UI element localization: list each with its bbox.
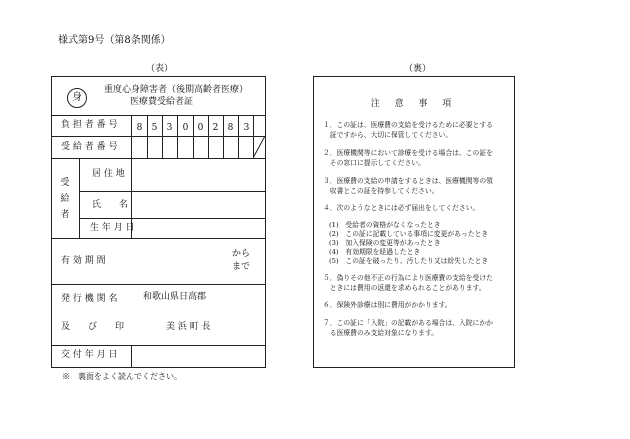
recipient-number-label: 受 給 者 番 号 <box>61 142 118 152</box>
card-title-line1: 重度心身障害者（後期高齢者医療） <box>104 85 249 95</box>
divider <box>79 191 265 192</box>
note-line: ４．次のようなときには必ず届出をしてください。 <box>323 204 480 212</box>
diagonal-slash <box>253 136 265 158</box>
divider <box>147 115 148 158</box>
form-number: 様式第9号（第8条関係） <box>58 35 171 46</box>
note-line: (4) 有効期限を経過したとき <box>329 248 421 256</box>
note-line: ５．偽りその他不正の行為により医療費の支給を受けた <box>323 274 493 282</box>
back-side-label: （裏） <box>404 64 432 74</box>
note-line: る医療費のみ支給対象になります。 <box>323 329 439 337</box>
footnote: ※ 裏面をよく読んでください。 <box>62 372 182 381</box>
address-label: 居 住 地 <box>92 169 125 179</box>
divider <box>52 158 265 159</box>
issuer-label: 発 行 機 関 名 <box>61 294 118 304</box>
validity-label: 有 効 期 間 <box>61 256 106 266</box>
divider <box>177 115 178 158</box>
divider <box>52 115 265 116</box>
note-line: ６．保険外診療は別に費用がかかります。 <box>323 301 452 309</box>
note-line: ３．医療費の支給の申請をするときは、医療機関等の領 <box>323 177 493 185</box>
divider <box>52 345 265 346</box>
divider <box>52 238 265 239</box>
divider <box>52 284 265 285</box>
note-line: (3) 加入保険の変更等があったとき <box>329 239 441 247</box>
front-card <box>51 76 266 368</box>
note-line: その窓口に提示してください。 <box>323 159 425 167</box>
payer-digit: 0 <box>197 123 204 133</box>
front-side-label: （表） <box>146 64 174 74</box>
payer-digit: 3 <box>166 123 173 133</box>
payer-digit: 2 <box>212 123 219 133</box>
notes-title: 注 意 事 項 <box>370 99 458 109</box>
payer-digit: 8 <box>227 123 234 133</box>
issue-date-label: 交 付 年 月 日 <box>61 350 118 360</box>
validity-from: から <box>232 249 251 259</box>
payer-number-label: 負 担 者 番 号 <box>61 120 118 130</box>
issuer-value: 和歌山県日高郡 <box>143 292 207 302</box>
divider <box>238 115 239 158</box>
validity-to: まで <box>232 262 251 272</box>
payer-digit: 3 <box>243 123 250 133</box>
note-line: ときには費用の返還を求められることがあります。 <box>323 284 486 292</box>
payer-digit: 5 <box>151 123 158 133</box>
seal-label: 及 び 印 <box>61 322 125 332</box>
divider <box>79 158 80 238</box>
divider <box>52 136 265 137</box>
divider <box>162 115 163 158</box>
birthdate-label: 生 年 月 日 <box>90 223 135 233</box>
divider <box>79 218 265 219</box>
divider <box>131 345 132 367</box>
note-line: ２．医療機関等において診療を受ける場合は、この証を <box>323 149 493 157</box>
divider <box>193 115 194 158</box>
note-line: (5) この証を破ったり、汚したり又は紛失したとき <box>329 257 489 265</box>
divider <box>131 115 132 158</box>
card-title-line2: 医療費受給者証 <box>130 97 194 107</box>
note-line: (2) この証に記載している事項に変更があったとき <box>329 230 489 238</box>
recipient-group-char: 給 <box>60 194 70 204</box>
note-line: 収書とこの証を持参してください。 <box>323 187 439 195</box>
back-card <box>313 76 515 368</box>
seal-value: 美 浜 町 長 <box>166 322 211 332</box>
payer-digit: 0 <box>182 123 189 133</box>
recipient-group-char: 者 <box>60 210 70 220</box>
divider <box>208 115 209 158</box>
name-label: 氏 名 <box>92 200 129 210</box>
note-line: (1) 受給者の資格がなくなったとき <box>329 221 441 229</box>
payer-digit: 8 <box>136 123 143 133</box>
recipient-group-char: 受 <box>60 178 70 188</box>
note-line: １．この証は、医療費の支給を受けるために必要とする <box>323 121 493 129</box>
note-line: ７．この証に「入院」の記載がある場合は、入院にかか <box>323 319 493 327</box>
note-line: 証ですから、大切に保管してください。 <box>323 131 453 139</box>
divider <box>223 115 224 158</box>
seal-mark: 身 <box>67 88 87 108</box>
